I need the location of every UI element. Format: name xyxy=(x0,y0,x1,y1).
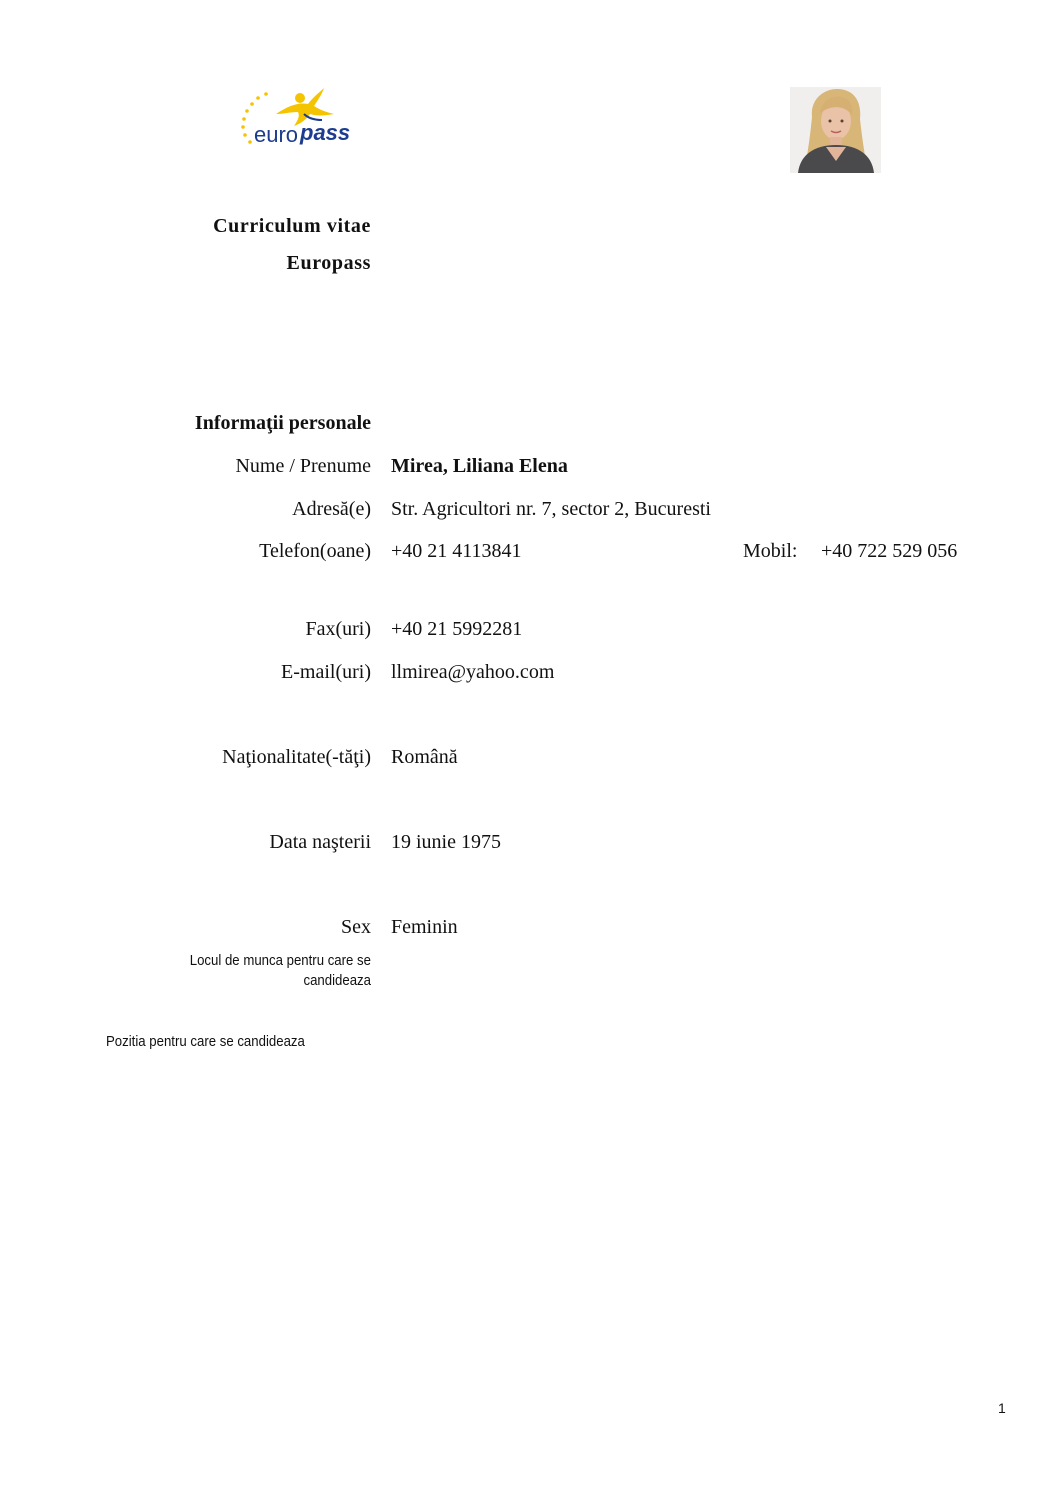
address-value: Str. Agricultori nr. 7, sector 2, Bucuresti xyxy=(391,498,711,520)
name-label: Nume / Prenume xyxy=(235,455,371,477)
europass-logo xyxy=(238,84,360,154)
sex-value: Feminin xyxy=(391,916,458,938)
section-heading-personal: Informaţii personale xyxy=(194,412,371,434)
birth-date-value: 19 iunie 1975 xyxy=(391,831,501,853)
profile-photo xyxy=(790,87,881,173)
phone-value: +40 21 4113841 xyxy=(391,540,522,562)
fax-value: +40 21 5992281 xyxy=(391,618,523,640)
phone-label: Telefon(oane) xyxy=(259,540,371,562)
email-value: llmirea@yahoo.com xyxy=(391,661,555,683)
svg-text:pass: pass xyxy=(300,120,351,145)
nationality-label: Naţionalitate(-tăţi) xyxy=(222,746,371,768)
mobile-value: +40 722 529 056 xyxy=(821,540,958,562)
fax-label: Fax(uri) xyxy=(305,618,371,640)
address-label: Adresă(e) xyxy=(292,498,371,520)
cv-subtitle: Europass xyxy=(286,252,371,274)
nationality-value: Română xyxy=(391,746,458,768)
birth-date-label: Data naşterii xyxy=(269,831,371,853)
workplace-label: Locul de munca pentru care se candideaza xyxy=(189,952,371,989)
svg-text:euro: euro xyxy=(254,122,299,147)
page-number: 1 xyxy=(998,1400,1006,1416)
name-value: Mirea, Liliana Elena xyxy=(391,455,568,477)
mobile-label: Mobil: xyxy=(743,540,798,562)
email-label: E-mail(uri) xyxy=(281,661,371,683)
position-label: Pozitia pentru care se candideaza xyxy=(106,1033,305,1050)
cv-title: Curriculum vitae xyxy=(213,215,371,237)
sex-label: Sex xyxy=(341,916,371,938)
